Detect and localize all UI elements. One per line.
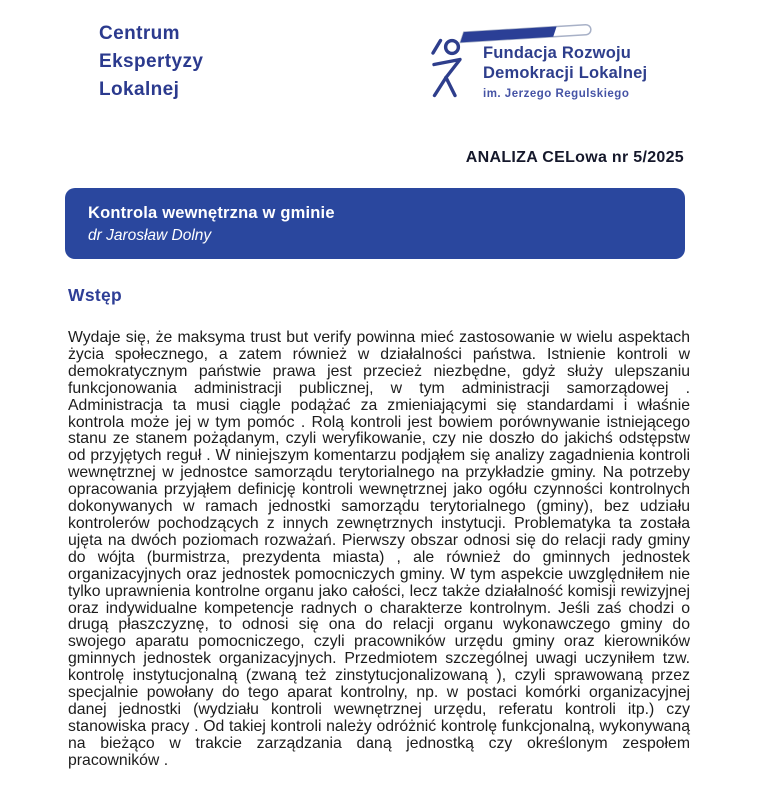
- cel-logo-line-2: [99, 48, 203, 76]
- cel-logo-initial-1: C: [99, 23, 114, 44]
- frdl-name-line-2: Demokracji Lokalnej: [483, 64, 648, 82]
- title-banner: [65, 188, 685, 259]
- cel-logo-line-1: [99, 20, 203, 48]
- cel-logo-line-3: [99, 76, 203, 104]
- frdl-subtitle: im. Jerzego Regulskiego: [483, 88, 630, 100]
- frdl-logo-text: [483, 43, 647, 100]
- frdl-logo: [428, 26, 698, 110]
- cel-logo-rest-2: kspertyzy: [112, 51, 204, 72]
- cel-logo-initial-3: L: [99, 79, 112, 100]
- body-paragraph: Wydaje się, że maksyma trust but verify powinna mieć zastosowanie w wielu aspektach życia społecznego, a zatem również w działalności państwa. Istnienie kontroli w demokratycznym państwie prawa jest przecież niezbędne, gdyż służy ulepszaniu funkcjonowania administracji publicznej, w tym administracji samorządowej . Administracja ta musi ciągle podążać za zmieniającymi się standardami i właśnie kontrola może jej w tym pomóc . Rolą kontroli jest bowiem porównywanie istniejącego stanu ze stanem pożądanym, czyli weryfikowanie, czy nie doszło do jakichś odstępstw od przyjętych reguł . W niniejszym komentarzu podjąłem się analizy zagadnienia kontroli wewnętrznej w jednostce samorządu terytorialnego na przykładzie gminy. Na potrzeby opracowania przyjąłem definicję kontroli wewnętrznej jako ogółu czynności kontrolnych dokonywanych w ramach jednostki samorządu terytorialnego (gminy), bez udziału kontrolerów pochodzących z innych zewnętrznych instytucji. Problematyka ta została ujęta na dwóch poziomach rozważań. Pierwszy obszar odnosi się do relacji rady gminy do wójta (burmistrza, prezydenta miasta) , ale również do gminnych jednostek organizacyjnych oraz jednostek pomocniczych gminy. W tym aspekcie uwzględniłem nie tylko uprawnienia kontrolne organu jako całości, lecz także działalność komisji rewizyjnej oraz indywidualne kompetencje radnych o charakterze kontrolnym. Jeśli zaś chodzi o drugą płaszczyznę, to odnosi się ona do relacji organu wykonawczego gminy do swojego aparatu pomocniczego, czyli pracowników urzędu gminy oraz kierowników gminnych jednostek organizacyjnych. Przedmiotem szczególnej uwagi uczyniłem tzw. kontrolę instytucjonalną (zwaną też zinstytucjonalizowaną ), czyli sprawowaną przez specjalnie powołany do tego aparat kontrolny, np. w postaci komórki organizacyjnej danej jednostki (wydziału kontroli wewnętrznej urzędu, referatu kontroli itp.) czy stanowiska pracy . Od takiej kontroli należy odróżnić kontrolę funkcjonalną, wykonywaną na bieżąco w trakcie zarządzania daną jednostką czy określonym zespołem pracowników .: [68, 329, 690, 769]
- slanted-bar-graphic: [454, 23, 595, 46]
- document-author: dr Jarosław Dolny: [88, 227, 212, 244]
- section-heading-wstep: Wstęp: [68, 285, 122, 305]
- cel-logo-rest-1: entrum: [113, 23, 180, 44]
- cel-logo-rest-3: okalnej: [111, 79, 180, 100]
- cel-logo-initial-2: E: [99, 51, 113, 72]
- document-title: Kontrola wewnętrzna w gminie: [88, 204, 335, 222]
- person-figure-icon: [430, 37, 468, 101]
- cel-logo: [99, 20, 203, 104]
- frdl-name-line-1: Fundacja Rozwoju: [483, 44, 632, 62]
- issue-label: ANALIZA CELowa nr 5/2025: [465, 149, 684, 166]
